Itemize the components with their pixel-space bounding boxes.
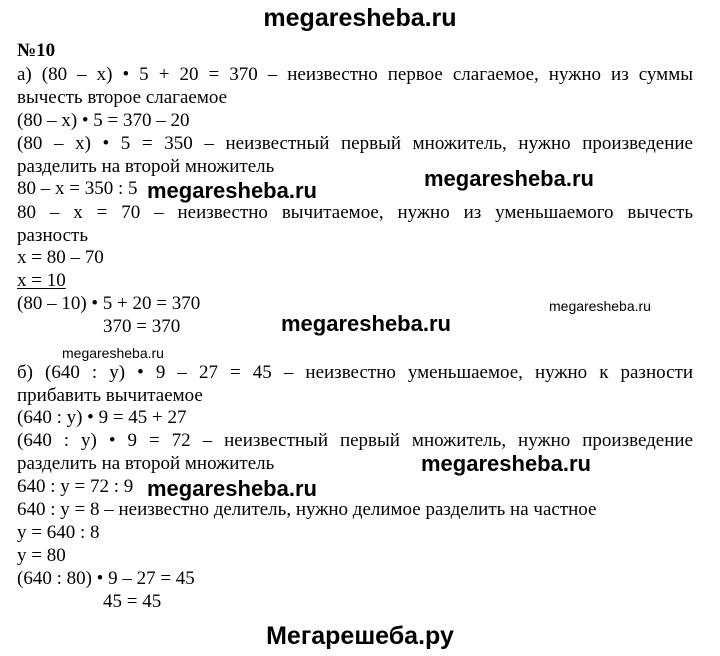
task-number: №10 <box>17 40 56 61</box>
part-b-line-5: разделить на второй множитель <box>17 453 275 474</box>
part-b-check-result: 45 = 45 <box>103 591 162 612</box>
site-header: megaresheba.ru <box>263 4 457 32</box>
part-b-line-4: (640 : у) • 9 = 72 – неизвестный первый множитель, нужно произведение <box>17 430 693 451</box>
part-a-line-8: разность <box>17 225 88 246</box>
part-b-line-7: 640 : у = 8 – неизвестно делитель, нужно делимое разделить на частное <box>17 499 597 520</box>
watermark: megaresheba.ru <box>281 311 451 336</box>
part-a-line-3: (80 – х) • 5 = 370 – 20 <box>17 110 190 131</box>
part-b-line-2: прибавить вычитаемое <box>17 385 203 406</box>
part-b-check: (640 : 80) • 9 – 27 = 45 <box>17 568 195 589</box>
part-b-line-6: 640 : у = 72 : 9 <box>17 476 134 497</box>
part-a-line-6: 80 – х = 350 : 5 <box>17 178 138 199</box>
part-b-line-3: (640 : у) • 9 = 45 + 27 <box>17 407 187 428</box>
watermark: megaresheba.ru <box>424 166 594 191</box>
part-a-line-5: разделить на второй множитель <box>17 156 275 177</box>
watermark: megaresheba.ru <box>147 476 317 501</box>
part-a-line-9: х = 80 – 70 <box>17 247 104 268</box>
watermark: megaresheba.ru <box>549 298 651 314</box>
part-b-line-8: у = 640 : 8 <box>17 522 100 543</box>
part-a-check: (80 – 10) • 5 + 20 = 370 <box>17 293 201 314</box>
part-a-answer: х = 10 <box>17 270 66 291</box>
part-a-line-1: а) (80 – х) • 5 + 20 = 370 – неизвестно первое слагаемое, нужно из суммы <box>17 64 693 85</box>
watermark: megaresheba.ru <box>421 451 591 476</box>
part-b-line-1: б) (640 : у) • 9 – 27 = 45 – неизвестно уменьшаемое, нужно к разности <box>17 362 693 383</box>
part-a-check-result: 370 = 370 <box>103 316 181 337</box>
part-a-line-2: вычесть второе слагаемое <box>17 87 228 108</box>
part-a-line-4: (80 – х) • 5 = 350 – неизвестный первый множитель, нужно произведение <box>17 133 693 154</box>
part-b-line-9: у = 80 <box>17 545 66 566</box>
watermark: megaresheba.ru <box>147 178 317 203</box>
site-footer: Мегарешеба.ру <box>266 622 454 650</box>
watermark: megaresheba.ru <box>62 345 164 361</box>
part-a-line-7: 80 – х = 70 – неизвестно вычитаемое, нужно из уменьшаемого вычесть <box>17 202 693 223</box>
